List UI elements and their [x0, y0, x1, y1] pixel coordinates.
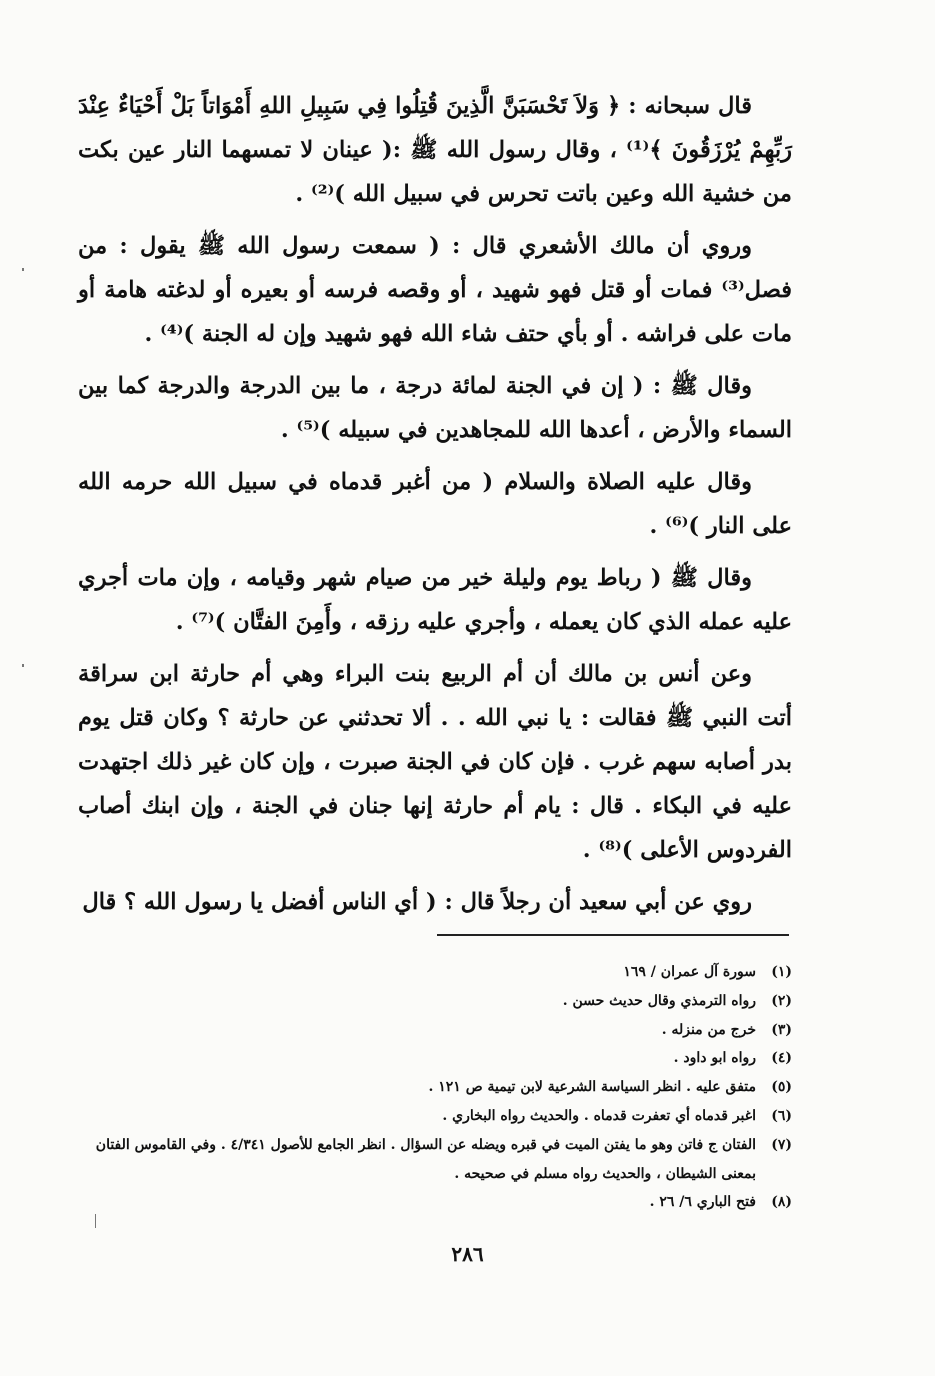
footnote-number: (٣)	[771, 1021, 792, 1038]
paragraph: قال سبحانه : ﴿ وَلاَ تَحْسَبَنَّ الَّذِينَ قُتِلُوا فِي سَبِيلِ اللهِ أَمْوَاتاً بَلْ أَحْيَاءٌ عِنْدَ رَبِّهِمْ يُرْزَقُونَ ﴾⁽¹⁾ ، وقال رسول الله ﷺ :( عينان لا تمسهما النار عين بكت من خشية الله وعين باتت تحرس في سبيل الله )⁽²⁾ .	[78, 93, 792, 207]
scan-speck	[22, 664, 24, 667]
footnote-item	[78, 987, 792, 1016]
scan-speck	[95, 1214, 96, 1228]
footnote-text: فتح الباري ٦/ ٢٦ .	[649, 1194, 756, 1211]
footnote-item	[78, 1102, 792, 1131]
footnote-number: (٧)	[771, 1136, 792, 1153]
footnote-number: (٢)	[771, 992, 792, 1009]
footnote-item	[78, 1188, 792, 1217]
footnote-number: (٤)	[771, 1050, 792, 1067]
footnote-text: رواه ابو داود .	[673, 1050, 756, 1067]
paragraph: وقال عليه الصلاة والسلام ( من أغبر قدماه في سبيل الله حرمه الله على النار )⁽⁶⁾ .	[78, 469, 792, 539]
footnote-item	[78, 1131, 792, 1189]
footnote-item	[78, 1044, 792, 1073]
paragraph: وقال ﷺ ( رباط يوم وليلة خير من صيام شهر وقيامه ، وإن مات أجري عليه عمله الذي كان يعمله ، وأجري عليه رزقه ، وأَمِنَ الفتَّان )⁽⁷⁾ .	[78, 565, 792, 635]
scan-speck	[22, 268, 24, 271]
footnote-number: (٨)	[771, 1194, 792, 1211]
paragraph: وقال ﷺ : ( إن في الجنة لمائة درجة ، ما بين الدرجة والدرجة كما بين السماء والأرض ، أعدها الله للمجاهدين في سبيله )⁽⁵⁾ .	[78, 373, 792, 443]
footnote-separator	[437, 934, 789, 936]
footnote-number: (١)	[771, 964, 792, 980]
main-text	[78, 84, 792, 924]
footnote-text: خرج من منزله .	[661, 1021, 756, 1038]
footnote-text: رواه الترمذي وقال حديث حسن .	[562, 992, 756, 1009]
footnotes	[78, 958, 792, 1217]
footnote-item	[78, 958, 792, 987]
footnote-item	[78, 1016, 792, 1045]
paragraph: وعن أنس بن مالك أن أم الربيع بنت البراء وهي أم حارثة ابن سراقة أتت النبي ﷺ فقالت : يا نبي الله . . ألا تحدثني عن حارثة ؟ وكان قتل يوم بدر أصابه سهم غرب . فإن كان في الجنة صبرت ، وإن كان غير ذلك اجتهدت عليه في البكاء . قال : يام أم حارثة إنها جنان في الجنة ، وإن ابنك أصاب الفردوس الأعلى )⁽⁸⁾ .	[78, 661, 792, 863]
footnote-item	[78, 1073, 792, 1102]
paragraph: وروي أن مالك الأشعري قال : ( سمعت رسول الله ﷺ يقول : من فصل⁽³⁾ فمات أو قتل فهو شهيد ، أو وقصه فرسه أو بعيره أو لدغته هامة أو مات على فراشه . أو بأي حتف شاء الله فهو شهيد وإن له الجنة )⁽⁴⁾ .	[78, 233, 792, 347]
footnote-number: (٦)	[771, 1107, 792, 1124]
footnote-text: اغبر قدماه أي تعفرت قدماه . والحديث رواه البخاري .	[442, 1107, 756, 1124]
page-number: ٢٨٦	[451, 1242, 484, 1266]
footnote-text: الفتان ج فاتن وهو ما يفتن الميت في قبره ويضله عن السؤال . انظر الجامع للأصول ٤/٣٤١ . وفي القاموس الفتان بمعنى الشيطان ، والحديث رواه مسلم في صحيحه .	[95, 1136, 756, 1182]
footnote-text: سورة آل عمران / ١٦٩	[623, 964, 756, 980]
footnote-number: (٥)	[771, 1079, 792, 1096]
paragraph: روي عن أبي سعيد أن رجلاً قال : ( أي الناس أفضل يا رسول الله ؟ قال	[82, 889, 752, 915]
footnote-text: متفق عليه . انظر السياسة الشرعية لابن تيمية ص ١٢١ .	[428, 1079, 756, 1096]
